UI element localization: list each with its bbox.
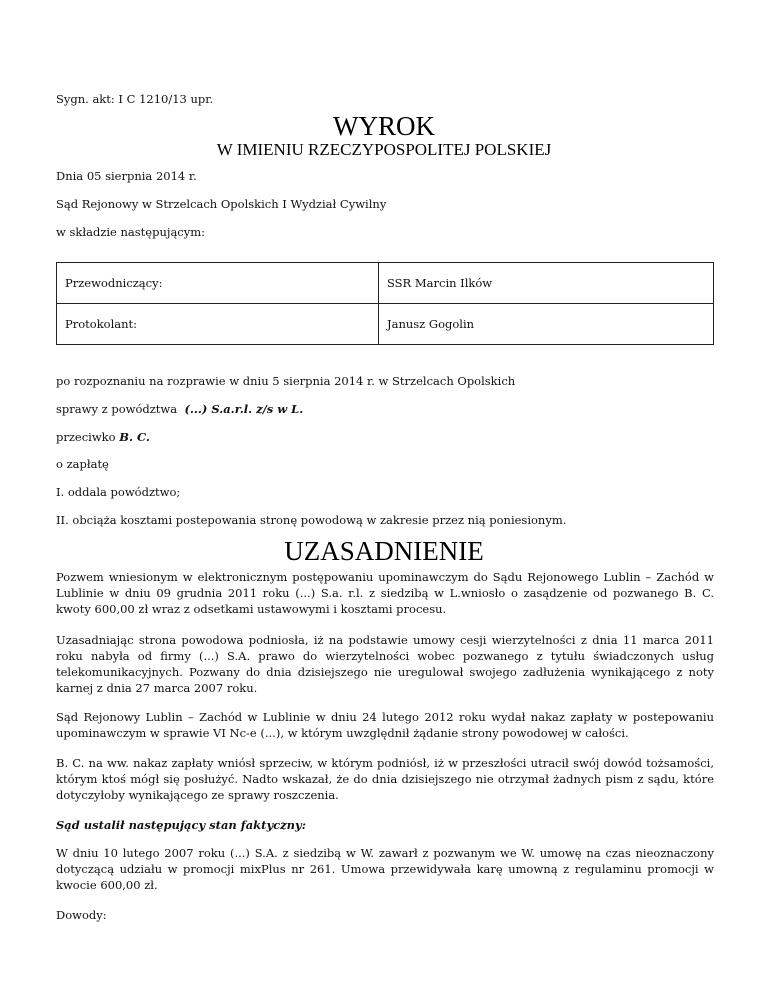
court-line: Sąd Rejonowy w Strzelcach Opolskich I Wydział Cywilny (56, 197, 387, 211)
name-cell: Janusz Gogolin (379, 304, 714, 345)
case-reference: Sygn. akt: I C 1210/13 upr. (56, 92, 214, 106)
table-row (57, 263, 714, 304)
role-cell: Przewodniczący: (57, 263, 379, 304)
date-line: Dnia 05 sierpnia 2014 r. (56, 169, 197, 183)
subject-line: o zapłatę (56, 457, 109, 471)
plaintiff-line (56, 401, 714, 417)
name-cell: SSR Marcin Ilków (379, 263, 714, 304)
evidence-label: Dowody: (56, 908, 107, 922)
composition-intro: w składzie następującym: (56, 225, 206, 239)
role-cell: Protokolant: (57, 304, 379, 345)
justification-paragraph-4: B. C. na ww. nakaz zapłaty wniósł sprzeciw, w którym podniósł, iż w przeszłości utracił swój dowód tożsamości, którym ktoś mógł się posłużyć. Nadto wskazał, że do dnia dzisiejszego nie otrzymał żadnych pism z sądu, które dotyczyłoby wynikającego ze sprawy roszczenia. (56, 756, 714, 802)
justification-title: UZASADNIENIE (284, 536, 484, 566)
defendant-line (56, 429, 714, 445)
hearing-line: po rozpoznaniu na rozprawie w dniu 5 sierpnia 2014 r. w Strzelcach Opolskich (56, 374, 516, 388)
plaintiff-prefix: sprawy z powództwa (56, 402, 178, 416)
facts-paragraph-1: W dniu 10 lutego 2007 roku (...) S.A. z siedzibą w W. zawarł z pozwanym we W. umowę na czas nieoznaczony dotyczącą udziału w promocji mixPlus nr 261. Umowa przewidywała karę umowną z regulaminu promocji w kwocie 600,00 zł. (56, 846, 714, 892)
defendant-name: B. C. (119, 430, 150, 444)
defendant-prefix: przeciwko (56, 430, 116, 444)
document-subtitle: W IMIENIU RZECZYPOSPOLITEJ POLSKIEJ (216, 140, 552, 159)
justification-paragraph-1: Pozwem wniesionym w elektronicznym postępowaniu upominawczym do Sądu Rejonowego Lublin – Zachód w Lublinie w dniu 09 grudnia 2011 roku (...) S.a. r.l. z siedzibą w L.wniosło o zasądzenie od pozwanego B. C. kwoty 600,00 zł wraz z odsetkami ustawowymi i kosztami procesu. (56, 570, 714, 616)
facts-heading: Sąd ustalił następujący stan faktyczny: (56, 818, 306, 832)
ruling-item-2: II. obciąża kosztami postepowania stronę powodową w zakresie przez nią poniesionym. (56, 513, 567, 527)
ruling-item-1: I. oddala powództwo; (56, 485, 181, 499)
justification-paragraph-3: Sąd Rejonowy Lublin – Zachód w Lublinie w dniu 24 lutego 2012 roku wydał nakaz zapłaty w postepowaniu upominawczym w sprawie VI Nc-e (...), w którym uwzględnił żądanie strony powodowej w całości. (56, 710, 714, 740)
table-row (57, 304, 714, 345)
composition-table (56, 262, 714, 345)
plaintiff-name: (...) S.a.r.l. z/s w L. (184, 402, 304, 416)
justification-paragraph-2: Uzasadniając strona powodowa podniosła, iż na podstawie umowy cesji wierzytelności z dnia 11 marca 2011 roku nabyła od firmy (...) S.A. prawo do wierzytelności wobec pozwanego z tytułu świadczonych usług telekomunikacyjnych. Pozwany do dnia dzisiejszego nie uregulował swojego zadłużenia wynikającego z noty karnej z dnia 27 marca 2007 roku. (56, 633, 714, 695)
document-title: WYROK (333, 111, 435, 141)
